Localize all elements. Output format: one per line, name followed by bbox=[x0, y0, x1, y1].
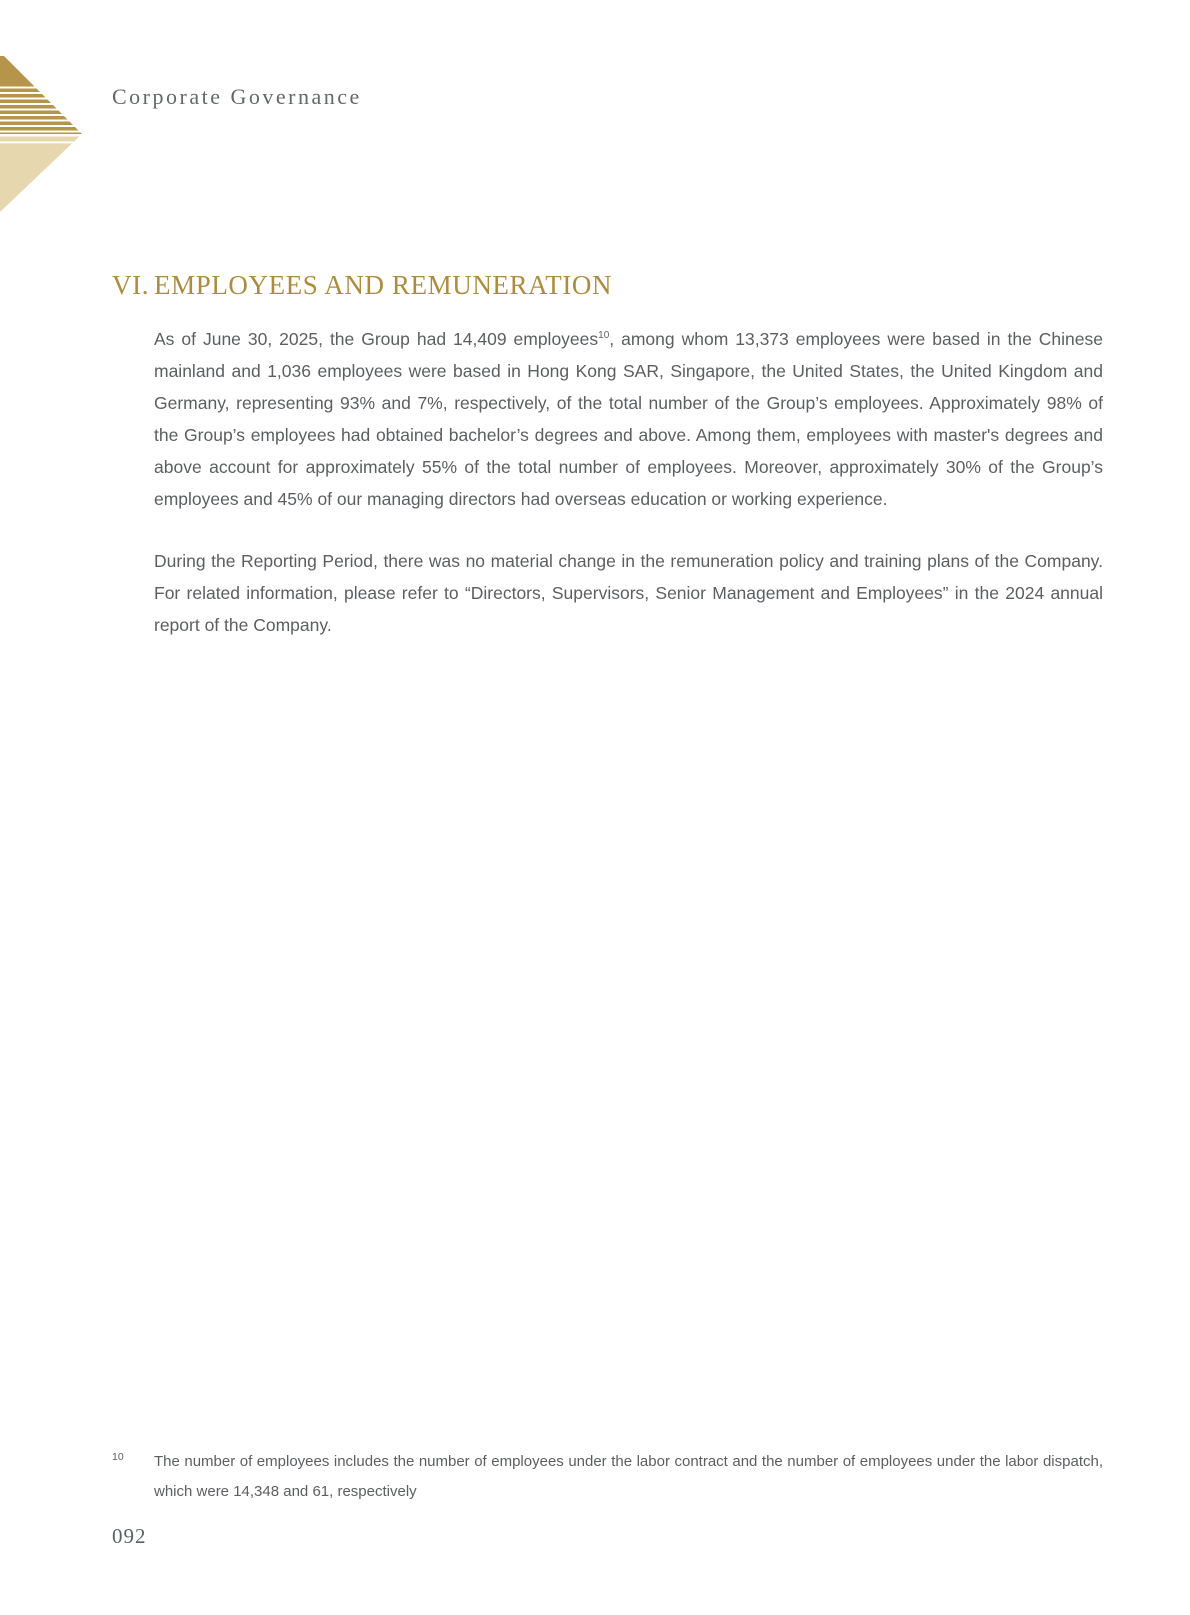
footnote-text: The number of employees includes the number of employees under the labor contract and the number of employees under the labor dispatch, which were 14,348 and 61, respectively bbox=[154, 1453, 1103, 1500]
paragraph-employees bbox=[154, 323, 1103, 515]
gold-arrow-ornament-icon bbox=[0, 56, 82, 212]
paragraph-employees-continued: , among whom 13,373 employees were based in the Chinese mainland and 1,036 employees were based in Hong Kong SAR, Singapore, the United States, the United Kingdom and Germany, representing 93% and 7%, respectively, of the total number of the Group’s employees. Approximately 98% of the Group’s employees had obtained bachelor’s degrees and above. Among them, employees with master's degrees and above account for approximately 55% of the total number of employees. Moreover, approximately 30% of the Group’s employees and 45% of our managing directors had overseas education or working experience. bbox=[154, 329, 1103, 509]
footnote-marker: 10 bbox=[112, 1451, 124, 1463]
page-number: 092 bbox=[112, 1524, 147, 1548]
body-copy bbox=[154, 323, 1103, 641]
footnote-reference: 10 bbox=[598, 330, 610, 341]
section-title: EMPLOYEES AND REMUNERATION bbox=[154, 270, 613, 300]
section-numeral: VI. bbox=[112, 270, 150, 300]
section-heading bbox=[112, 270, 612, 301]
footnote bbox=[112, 1447, 1103, 1507]
paragraph-remuneration: During the Reporting Period, there was no material change in the remuneration policy and training plans of the Company. For related information, please refer to “Directors, Supervisors, Senior Management and Employees” in the 2024 annual report of the Company. bbox=[154, 551, 1103, 635]
running-head: Corporate Governance bbox=[112, 84, 362, 109]
paragraph-employees-text: As of June 30, 2025, the Group had 14,409 employees bbox=[154, 329, 599, 349]
